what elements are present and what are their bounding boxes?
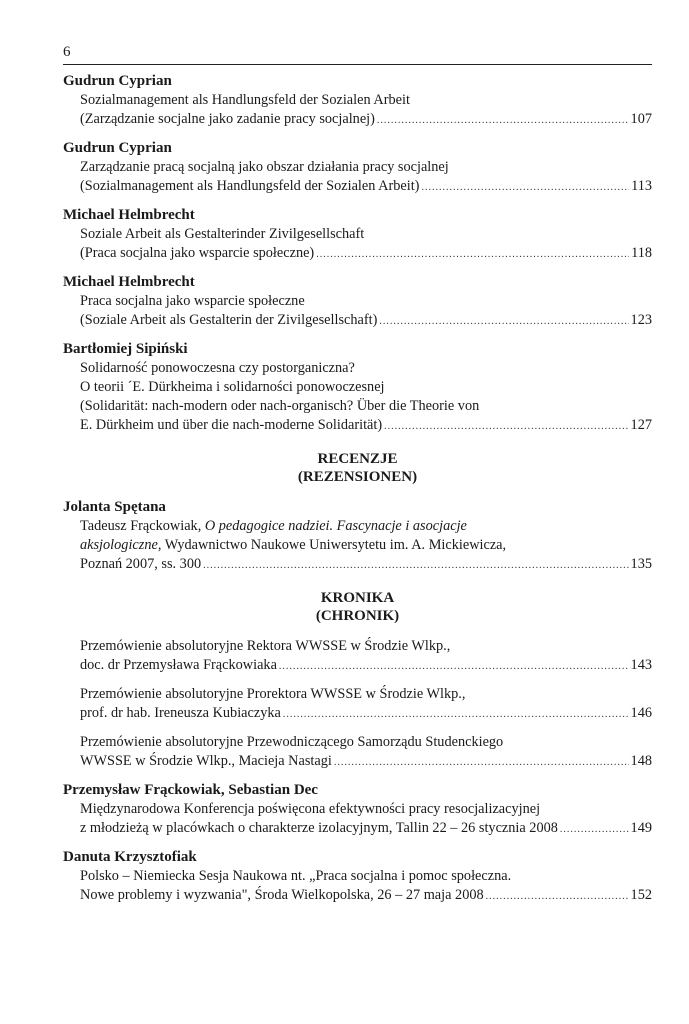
dot-leader: [334, 753, 629, 772]
toc-entry: [63, 206, 652, 264]
entry-last-line: [63, 656, 652, 676]
entry-title-last: (Soziale Arbeit als Gestalterin der Zivilgesellschaft): [80, 312, 378, 328]
entry-title-last: WWSSE w Środzie Wlkp., Macieja Nastagi: [80, 753, 332, 769]
entry-last-line: [63, 110, 652, 130]
entry-title-line: (Solidarität: nach-modern oder nach-organisch? Über die Theorie von: [80, 398, 480, 414]
entry-title-line: Solidarność ponowoczesna czy postorganiczna?: [80, 360, 355, 376]
entry-page-number: 123: [630, 312, 652, 328]
entry-author: Danuta Krzysztofiak: [63, 849, 197, 865]
entry-title-last: Poznań 2007, ss. 300: [80, 556, 202, 572]
entry-title-last: Nowe problemy i wyzwania", Środa Wielkopolska, 26 – 27 maja 2008: [80, 887, 484, 903]
entry-title-line: O teorii ´E. Dürkheima i solidarności ponowoczesnej: [80, 379, 385, 395]
entry-title-last: prof. dr hab. Ireneusza Kubiaczyka: [80, 705, 281, 721]
entry-page-number: 146: [630, 705, 652, 721]
dot-leader: [560, 820, 629, 839]
dot-leader: [379, 312, 628, 331]
section-title: RECENZJE: [317, 451, 398, 467]
section-reviews-heading: [63, 450, 652, 486]
entry-title-last: (Praca socjalna jako wsparcie społeczne): [80, 245, 315, 261]
entry-author: Gudrun Cyprian: [63, 73, 172, 89]
page-header: [63, 44, 652, 65]
entry-title-line: [63, 517, 652, 536]
toc-group-chronicle: [63, 637, 652, 772]
entry-page-number: 135: [630, 556, 652, 572]
entry-page-number: 149: [630, 820, 652, 836]
section-title: KRONIKA: [320, 590, 395, 606]
entry-page-number: 148: [630, 753, 652, 769]
entry-page-number: 152: [630, 887, 652, 903]
entry-publisher: Wydawnictwo Naukowe Uniwersytetu im. A. Mickiewicza,: [161, 537, 507, 553]
dot-leader: [316, 245, 629, 264]
entry-last-line: [63, 752, 652, 772]
toc-entry: [63, 139, 652, 197]
entry-last-line: [63, 244, 652, 264]
toc-entry: [63, 781, 652, 839]
entry-title-prefix: Tadeusz Frąckowiak,: [80, 518, 205, 534]
table-of-contents: [63, 72, 652, 915]
entry-author: Przemysław Frąckowiak, Sebastian Dec: [63, 782, 318, 798]
entry-author: Michael Helmbrecht: [63, 207, 195, 223]
entry-title-line: Praca socjalna jako wsparcie społeczne: [80, 293, 305, 309]
entry-page-number: 118: [631, 245, 652, 261]
entry-title-last: z młodzieżą w placówkach o charakterze izolacyjnym, Tallin 22 – 26 stycznia 2008: [80, 820, 558, 836]
entry-page-number: 107: [630, 111, 652, 127]
toc-entry: [63, 637, 652, 676]
entry-title-line: Przemówienie absolutoryjne Prorektora WWSSE w Środzie Wlkp.,: [80, 686, 466, 702]
entry-last-line: [63, 704, 652, 724]
entry-author: Jolanta Spętana: [63, 499, 166, 515]
entry-title-line: Przemówienie absolutoryjne Przewodniczącego Samorządu Studenckiego: [80, 734, 504, 750]
entry-last-line: [63, 819, 652, 839]
section-subtitle: (REZENSIONEN): [297, 469, 418, 485]
entry-author: Bartłomiej Sipiński: [63, 341, 188, 357]
toc-entry: [63, 848, 652, 906]
entry-last-line: [63, 555, 652, 575]
dot-leader: [421, 178, 629, 197]
entry-book-title: O pedagogice nadziei. Fascynacje i asocjacje: [204, 518, 467, 534]
entry-page-number: 127: [630, 417, 652, 433]
entry-book-title-cont: aksjologiczne,: [80, 537, 162, 553]
dot-leader: [279, 657, 629, 676]
entry-title-line: Sozialmanagement als Handlungsfeld der Sozialen Arbeit: [80, 92, 410, 108]
entry-title-last: (Sozialmanagement als Handlungsfeld der Sozialen Arbeit): [80, 178, 420, 194]
dot-leader: [486, 887, 629, 906]
toc-entry-review: [63, 498, 652, 575]
entry-title-last: (Zarządzanie socjalne jako zadanie pracy socjalnej): [80, 111, 375, 127]
entry-author: Michael Helmbrecht: [63, 274, 195, 290]
dot-leader: [377, 111, 629, 130]
section-subtitle: (CHRONIK): [315, 608, 400, 624]
entry-last-line: [63, 177, 652, 197]
dot-leader: [384, 417, 628, 436]
toc-entry: [63, 340, 652, 436]
toc-group-reports: [63, 781, 652, 906]
entry-title-line: [63, 536, 652, 555]
toc-entry: [63, 685, 652, 724]
entry-last-line: [63, 416, 652, 436]
entry-last-line: [63, 886, 652, 906]
entry-title-line: Przemówienie absolutoryjne Rektora WWSSE w Środzie Wlkp.,: [80, 638, 451, 654]
entry-page-number: 113: [631, 178, 652, 194]
entry-last-line: [63, 311, 652, 331]
toc-entry: [63, 733, 652, 772]
entry-title-last: doc. dr Przemysława Frąckowiaka: [80, 657, 277, 673]
toc-entry: [63, 72, 652, 130]
dot-leader: [283, 705, 629, 724]
entry-title-line: Zarządzanie pracą socjalną jako obszar działania pracy socjalnej: [80, 159, 449, 175]
toc-entry: [63, 273, 652, 331]
page-number: 6: [63, 44, 71, 60]
entry-title-line: Międzynarodowa Konferencja poświęcona efektywności pracy resocjalizacyjnej: [80, 801, 541, 817]
entry-page-number: 143: [630, 657, 652, 673]
entry-title-line: Soziale Arbeit als Gestalterinder Zivilgesellschaft: [80, 226, 365, 242]
entry-title-line: Polsko – Niemiecka Sesja Naukowa nt. „Praca socjalna i pomoc społeczna.: [80, 868, 512, 884]
entry-author: Gudrun Cyprian: [63, 140, 172, 156]
entry-title-last: E. Dürkheim und über die nach-moderne Solidarität): [80, 417, 383, 433]
dot-leader: [203, 556, 628, 575]
section-chronicle-heading: [63, 589, 652, 625]
toc-group-articles: [63, 72, 652, 436]
